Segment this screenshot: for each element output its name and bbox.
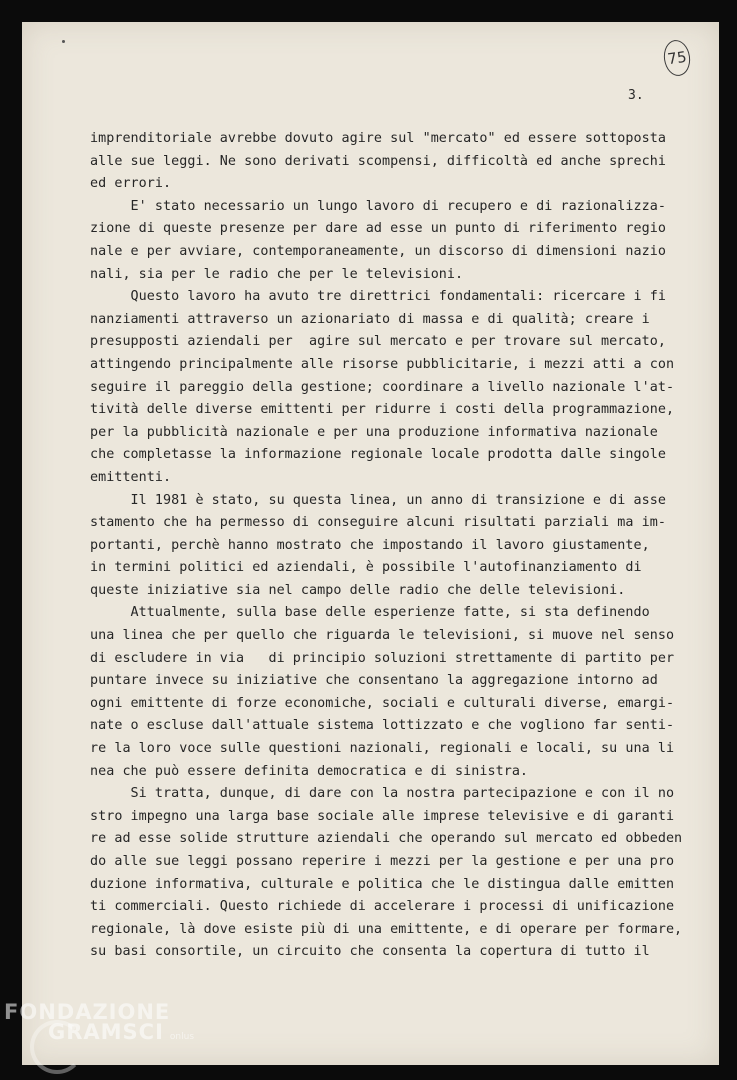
text-line: per la pubblicità nazionale e per una produzione informativa nazionale (90, 424, 658, 440)
text-line: presupposti aziendali per agire sul mercato e per trovare sul mercato, (90, 334, 666, 350)
text-line: alle sue leggi. Ne sono derivati scompensi, difficoltà ed anche sprechi (90, 153, 666, 169)
text-line: attingendo principalmente alle risorse pubblicitarie, i mezzi atti a con (90, 356, 675, 372)
text-line: una linea che per quello che riguarda le televisioni, si muove nel senso (90, 628, 675, 644)
text-line: emittenti. (90, 469, 172, 485)
text-line: Il 1981 è stato, su questa linea, un anno di transizione e di asse (90, 492, 666, 508)
text-line: nate o escluse dall'attuale sistema lottizzato e che vogliono far senti- (90, 718, 675, 734)
archive-number: 75 (666, 47, 688, 69)
text-line: duzione informativa, culturale e politica che le distingua dalle emitten (90, 876, 675, 892)
text-line: nale e per avviare, contemporaneamente, un discorso di dimensioni nazio (90, 243, 666, 259)
text-line: in termini politici ed aziendali, è possibile l'autofinanziamento di (90, 560, 642, 576)
text-line: E' stato necessario un lungo lavoro di recupero e di razionalizza- (90, 198, 666, 214)
text-line: su basi consortile, un circuito che consenta la copertura di tutto il (90, 944, 650, 960)
text-line: ti commerciali. Questo richiede di accelerare i processi di unificazione (90, 899, 675, 915)
text-line: queste iniziative sia nel campo delle radio che delle televisioni. (90, 582, 626, 598)
text-line: re la loro voce sulle questioni nazionali, regionali e locali, su una li (90, 741, 675, 757)
text-line: ogni emittente di forze economiche, sociali e culturali diverse, emargi- (90, 695, 675, 711)
text-line: di escludere in via di principio soluzioni strettamente di partito per (90, 650, 675, 666)
text-line: tività delle diverse emittenti per ridurre i costi della programmazione, (90, 402, 675, 418)
text-line: imprenditoriale avrebbe dovuto agire sul "mercato" ed essere sottoposta (90, 131, 666, 146)
paper-mark (62, 40, 65, 43)
text-line: nanziamenti attraverso un azionariato di massa e di qualità; creare i (90, 311, 650, 327)
text-line: seguire il pareggio della gestione; coordinare a livello nazionale l'at- (90, 379, 675, 395)
text-line: nea che può essere definita democratica e di sinistra. (90, 763, 529, 779)
watermark (4, 1000, 194, 1044)
text-line: ed errori. (90, 176, 172, 192)
text-line: Si tratta, dunque, di dare con la nostra partecipazione e con il no (90, 786, 675, 802)
text-line: zione di queste presenze per dare ad esse un punto di riferimento regio (90, 221, 666, 237)
watermark-line2: GRAMSCI (48, 1020, 164, 1044)
text-line: nali, sia per le radio che per le televisioni. (90, 266, 464, 282)
text-line: do alle sue leggi possano reperire i mezzi per la gestione e per una pro (90, 854, 675, 869)
typed-text-body (90, 128, 690, 964)
watermark-suffix: onlus (169, 1032, 195, 1042)
text-line: Attualmente, sulla base delle esperienze fatte, si sta definendo (90, 605, 650, 621)
watermark-line1: FONDAZIONE (4, 1000, 171, 1024)
text-line: regionale, là dove esiste più di una emittente, e di operare per formare, (90, 921, 683, 937)
text-line: Questo lavoro ha avuto tre direttrici fondamentali: ricercare i fi (90, 289, 666, 305)
text-line: portanti, perchè hanno mostrato che impostando il lavoro giustamente, (90, 537, 650, 553)
text-line: che completasse la informazione regionale locale prodotta dalle singole (90, 447, 666, 463)
page-number: 3. (628, 88, 644, 103)
text-line: puntare invece su iniziative che consentano la aggregazione intorno ad (90, 673, 658, 689)
text-line: stamento che ha permesso di conseguire alcuni risultati parziali ma im- (90, 515, 666, 531)
text-line: re ad esse solide strutture aziendali che operando sul mercato ed obbeden (90, 831, 683, 847)
text-line: stro impegno una larga base sociale alle imprese televisive e di garanti (90, 808, 675, 824)
